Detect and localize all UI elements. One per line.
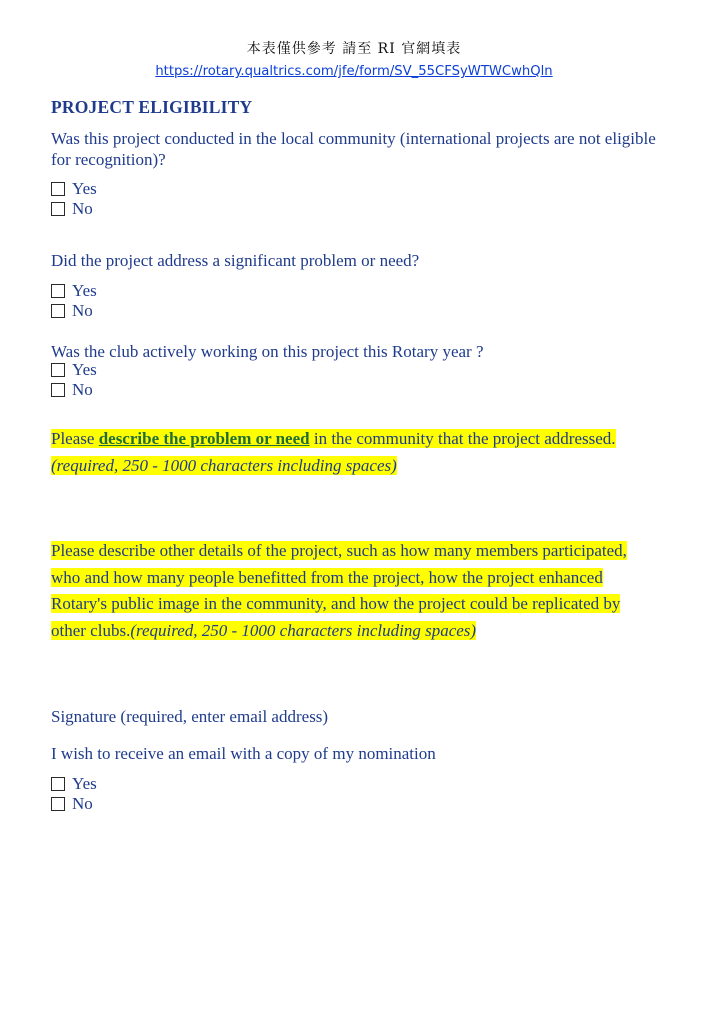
checkbox[interactable] <box>51 797 65 811</box>
option-label: Yes <box>72 360 97 379</box>
options-actively-working <box>51 360 671 400</box>
option-label: No <box>72 380 93 399</box>
reference-notice: 本表僅供參考 請至 RI 官網填表 <box>246 41 462 57</box>
question-email-copy: I wish to receive an email with a copy of my nomination <box>51 744 436 763</box>
option-yes[interactable] <box>51 360 671 380</box>
option-no[interactable] <box>51 380 671 400</box>
option-yes[interactable] <box>51 774 671 794</box>
option-label: Yes <box>72 281 97 300</box>
option-no[interactable] <box>51 199 671 219</box>
requirement-note: (required, 250 - 1000 characters including spaces) <box>51 455 397 475</box>
option-label: No <box>72 794 93 813</box>
details-line: who and how many people benefitted from the project, how the project enhanced <box>51 567 603 587</box>
option-no[interactable] <box>51 301 671 321</box>
prompt-suffix: in the community that the project addressed. <box>309 429 616 448</box>
question-significant-need: Did the project address a significant problem or need? <box>51 251 420 270</box>
checkbox[interactable] <box>51 304 65 318</box>
details-last-line: other clubs. <box>51 620 131 640</box>
option-label: No <box>72 199 93 218</box>
options-local-community <box>51 179 671 219</box>
checkbox[interactable] <box>51 383 65 397</box>
checkbox[interactable] <box>51 363 65 377</box>
option-no[interactable] <box>51 794 671 814</box>
checkbox[interactable] <box>51 284 65 298</box>
options-significant-need <box>51 281 671 321</box>
checkbox[interactable] <box>51 777 65 791</box>
signature-label: Signature (required, enter email address) <box>51 707 329 726</box>
option-yes[interactable] <box>51 281 671 301</box>
checkbox[interactable] <box>51 202 65 216</box>
describe-details-prompt <box>51 538 691 644</box>
question-actively-working: Was the club actively working on this project this Rotary year ? <box>51 342 484 361</box>
describe-problem-emphasis: describe the problem or need <box>98 429 310 448</box>
option-yes[interactable] <box>51 179 671 199</box>
option-label: No <box>72 301 93 320</box>
checkbox[interactable] <box>51 182 65 196</box>
question-local-community: Was this project conducted in the local community (international projects are not eligible for recognition)? <box>51 129 656 169</box>
options-email-copy <box>51 774 671 814</box>
form-link[interactable]: https://rotary.qualtrics.com/jfe/form/SV_55CFSyWTWCwhQln <box>155 64 553 79</box>
details-line: Rotary's public image in the community, and how the project could be replicated by <box>51 594 621 613</box>
prompt-prefix: Please <box>51 429 99 448</box>
describe-problem-prompt <box>51 426 691 479</box>
section-title: PROJECT ELIGIBILITY <box>51 97 253 117</box>
option-label: Yes <box>72 179 97 198</box>
requirement-note: (required, 250 - 1000 characters including spaces) <box>130 620 477 640</box>
details-line: Please describe other details of the project, such as how many members participated, <box>51 541 627 560</box>
option-label: Yes <box>72 774 97 793</box>
